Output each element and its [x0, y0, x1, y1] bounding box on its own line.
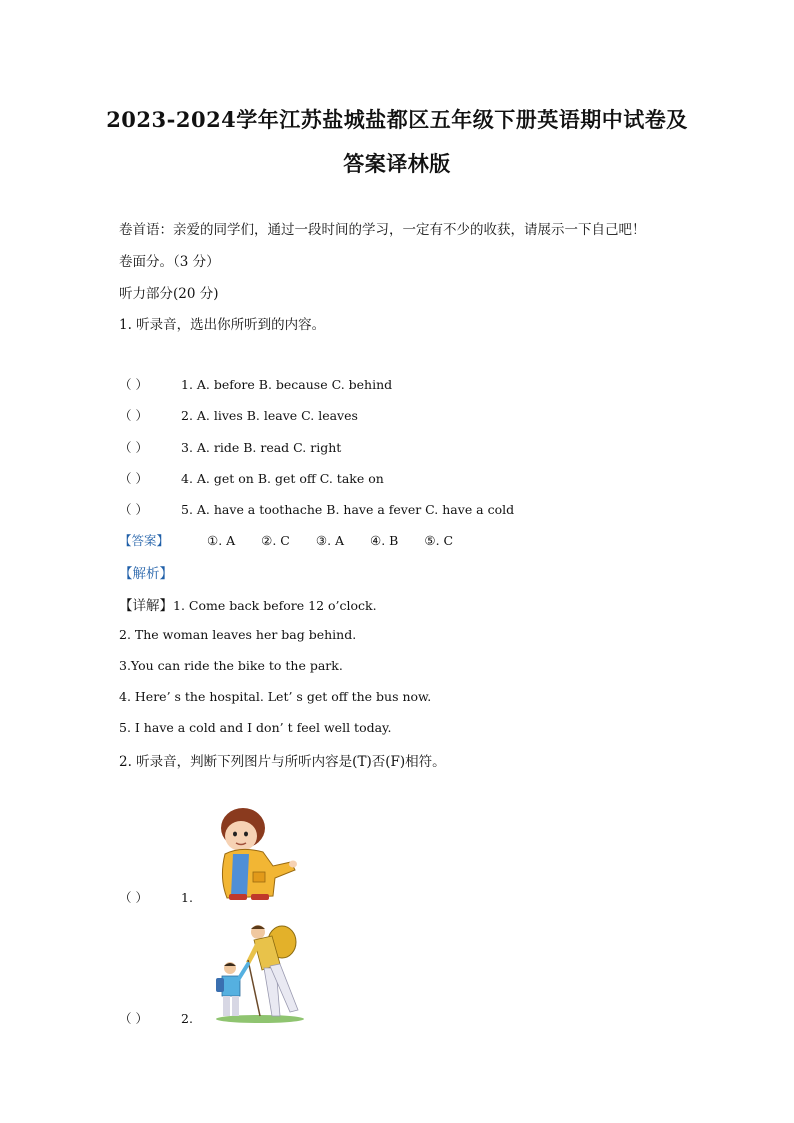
document-title-line-1: 2023-2024学年江苏盐城盐都区五年级下册英语期中试卷及 — [106, 107, 688, 132]
intro-listening: 听力部分(20 分) — [119, 286, 219, 302]
picture-question-number: 1. — [181, 890, 193, 905]
boy-in-jacket-image — [215, 806, 297, 900]
question-row — [119, 406, 358, 424]
detail-text: 5. I have a cold and I don’ t feel well today. — [119, 720, 392, 735]
analysis-label: 【解析】 — [119, 566, 173, 582]
picture-question-row — [119, 888, 193, 906]
question-row — [119, 500, 514, 518]
answer-blank[interactable]: （ ） — [119, 502, 148, 517]
detail-label: 【详解】 — [119, 598, 173, 614]
question-row — [119, 469, 384, 487]
question-text: 5. A. have a toothache B. have a fever C. have a cold — [181, 502, 515, 517]
answer-label: 【答案】 — [119, 533, 170, 548]
detail-text: 2. The woman leaves her bag behind. — [119, 627, 357, 642]
picture-question-row — [119, 1009, 193, 1027]
intro-greeting: 卷首语：亲爱的同学们，通过一段时间的学习，一定有不少的收获，请展示一下自己吧！ — [119, 222, 646, 238]
question-text: 2. A. lives B. leave C. leaves — [181, 408, 358, 423]
question-text: 3. A. ride B. read C. right — [181, 440, 342, 455]
answer-blank[interactable]: （ ） — [119, 1011, 148, 1026]
detail-text: 3.You can ride the bike to the park. — [119, 658, 343, 673]
question-row — [119, 438, 341, 456]
answer-item: ④. B — [370, 533, 399, 548]
detail-text: 4. Here’ s the hospital. Let’ s get off the bus now. — [119, 689, 432, 704]
question-text: 1. A. before B. because C. behind — [181, 377, 393, 392]
question-row — [119, 375, 392, 393]
answer-item: ①. A — [206, 533, 236, 548]
answer-blank[interactable]: （ ） — [119, 377, 148, 392]
answer-item: ③. A — [315, 533, 345, 548]
document-title-line-2: 答案译林版 — [343, 151, 451, 176]
detail-text: 1. Come back before 12 o’clock. — [173, 598, 377, 613]
answer-blank[interactable]: （ ） — [119, 440, 148, 455]
detail-row — [119, 594, 377, 614]
section1-instruction: 1. 听录音，选出你所听到的内容。 — [119, 317, 326, 333]
answer-item: ⑤. C — [424, 533, 454, 548]
question-text: 4. A. get on B. get off C. take on — [181, 471, 384, 486]
section2-instruction: 2. 听录音，判断下列图片与所听内容是(T)否(F)相符。 — [119, 754, 446, 770]
answer-item: ②. C — [261, 533, 290, 548]
picture-question-number: 2. — [181, 1011, 193, 1026]
hikers-image — [210, 920, 304, 1024]
answer-row — [119, 531, 475, 549]
intro-neatness: 卷面分。（3 分） — [119, 254, 220, 270]
answer-blank[interactable]: （ ） — [119, 890, 148, 905]
answer-blank[interactable]: （ ） — [119, 408, 148, 423]
answer-blank[interactable]: （ ） — [119, 471, 148, 486]
